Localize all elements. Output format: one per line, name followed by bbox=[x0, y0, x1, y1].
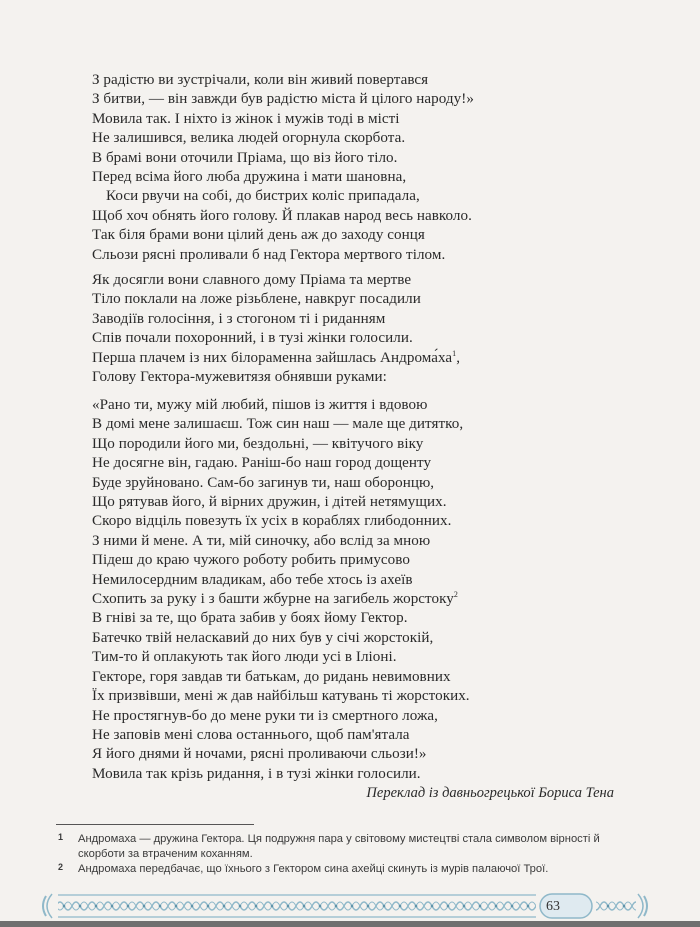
footnote-text: Андромаха передбачає, що їхнього з Гектором сина ахейці скинуть із мурів палаючої Трої. bbox=[78, 863, 549, 875]
footnote-2 bbox=[58, 862, 628, 877]
poem-line: З радістю ви зустрічали, коли він живий повертався bbox=[92, 72, 429, 88]
poem-line: Батечко твій неласкавий до них був у січі жорстокій, bbox=[92, 629, 434, 646]
poem-line: Щоб хоч обнять його голову. Й плакав народ весь навколо. bbox=[92, 207, 472, 224]
footnote-ref-1[interactable]: 1 bbox=[452, 348, 457, 358]
poem-line: Підеш до краю чужого роботу робить примусово bbox=[92, 552, 410, 569]
footnote-divider bbox=[56, 824, 254, 825]
poem-line: З ними й мене. А ти, мій синочку, або вслід за мною bbox=[92, 532, 431, 549]
poem-line: Так біля брами вони цілий день аж до заходу сонця bbox=[92, 227, 425, 244]
poem-line: Не простягнув-бо до мене руки ти із смертного ложа, bbox=[92, 707, 438, 724]
poem-line-text: Схопить за руку і з башти жбурне на загибель жорстоку bbox=[92, 591, 454, 608]
poem-line: Сльози рясні проливали б над Гектора мертвого тілом. bbox=[92, 246, 446, 263]
poem-line: Буде зруйновано. Сам-бо загинув ти, наш оборонцю, bbox=[92, 474, 435, 491]
poem-line: Тим-то й оплакують так його люди усі в Іліоні. bbox=[92, 649, 397, 666]
poem-stanza-2 bbox=[92, 271, 652, 387]
footnote-number: 1 bbox=[58, 832, 64, 842]
poem-line: Я його днями й ночами, рясні проливаючи сльози!» bbox=[92, 746, 427, 763]
poem-line: Спів почали похоронний, і в тузі жінки голосили. bbox=[92, 330, 413, 347]
translation-attribution: Переклад із давньогрецької Бориса Тена bbox=[366, 785, 614, 801]
poem-line: Скоро відціль повезуть їх усіх в кораблях глибодонних. bbox=[92, 513, 452, 530]
poem-line-with-footnote: Перша плачем із них білораменна зайшлась $Андрома́ха^1$, bbox=[92, 348, 461, 366]
poem-line: Немилосердним владикам, або тебе хтось із ахеїв bbox=[92, 571, 413, 588]
poem-line: Перед всіма його люба дружина і мати шановна, bbox=[92, 169, 407, 186]
page-number: 63 bbox=[546, 899, 560, 914]
poem-line: В домі мене залишаєш. Тож син наш — мале ще дитятко, bbox=[92, 416, 464, 433]
footnote-number: 2 bbox=[58, 862, 64, 872]
poem-stanza-1 bbox=[92, 71, 652, 265]
poem-line: Не досягне він, гадаю. Раніш-бо наш город дощенту bbox=[92, 455, 432, 472]
poem-stanza-3 bbox=[92, 396, 652, 784]
poem-line: Голову Гектора-мужевитязя обнявши руками: bbox=[92, 369, 387, 386]
poem-line: Як досягли вони славного дому Пріама та мертве bbox=[92, 272, 412, 288]
poem-line: Гекторе, горя завдав ти батькам, до ридань невимовних bbox=[92, 668, 451, 685]
poem-line: «Рано ти, мужу мій любий, пішов із життя і вдовою bbox=[92, 397, 428, 413]
footnote-1 bbox=[58, 832, 628, 861]
poem-line: Не залишився, велика людей огорнула скорбота. bbox=[92, 130, 406, 147]
poem-line: Мовила так крізь ридання, і в тузі жінки голосили. bbox=[92, 765, 421, 782]
poem-line: Мовила так. І ніхто із жінок і мужів тоді в місті bbox=[92, 110, 400, 127]
poem-line: Коси рвучи на собі, до бистрих коліс припадала, bbox=[106, 188, 420, 205]
poem-line: Що рятував його, й вірних дружин, і дітей нетямущих. bbox=[92, 494, 447, 511]
poem-line: Не заповів мені слова останнього, щоб пам'ятала bbox=[92, 726, 410, 743]
poem-line: В гніві за те, що брата забив у боях йому Гектор. bbox=[92, 610, 408, 627]
poem-line: З битви, — він завжди був радістю міста й цілого народу!» bbox=[92, 91, 474, 108]
poem-line: Їх призвівши, мені ж дав найбільш катувань ті жорстоких. bbox=[92, 688, 470, 705]
footnote-text: Андромаха — дружина Гектора. Ця подружня пара у світовому мистецтві стала символом вірності й скорботи за втраченим коханням. bbox=[78, 833, 600, 860]
poem-line-text: Перша плачем із них білораменна зайшлась Андрома́ха bbox=[92, 349, 453, 366]
poem-line: Що породили його ми, бездольні, — квітучого віку bbox=[92, 435, 424, 452]
poem-line: Заводіїв голосіння, і з стогоном ті і риданням bbox=[92, 310, 386, 327]
poem-line: В брамі вони оточили Пріама, що віз його тіло. bbox=[92, 149, 398, 166]
footnote-ref-2[interactable]: 2 bbox=[453, 590, 458, 600]
poem-line-with-footnote bbox=[92, 590, 652, 609]
scan-bottom-edge bbox=[0, 921, 700, 927]
poem-line: Тіло поклали на ложе різьблене, навкруг посадили bbox=[92, 291, 421, 308]
